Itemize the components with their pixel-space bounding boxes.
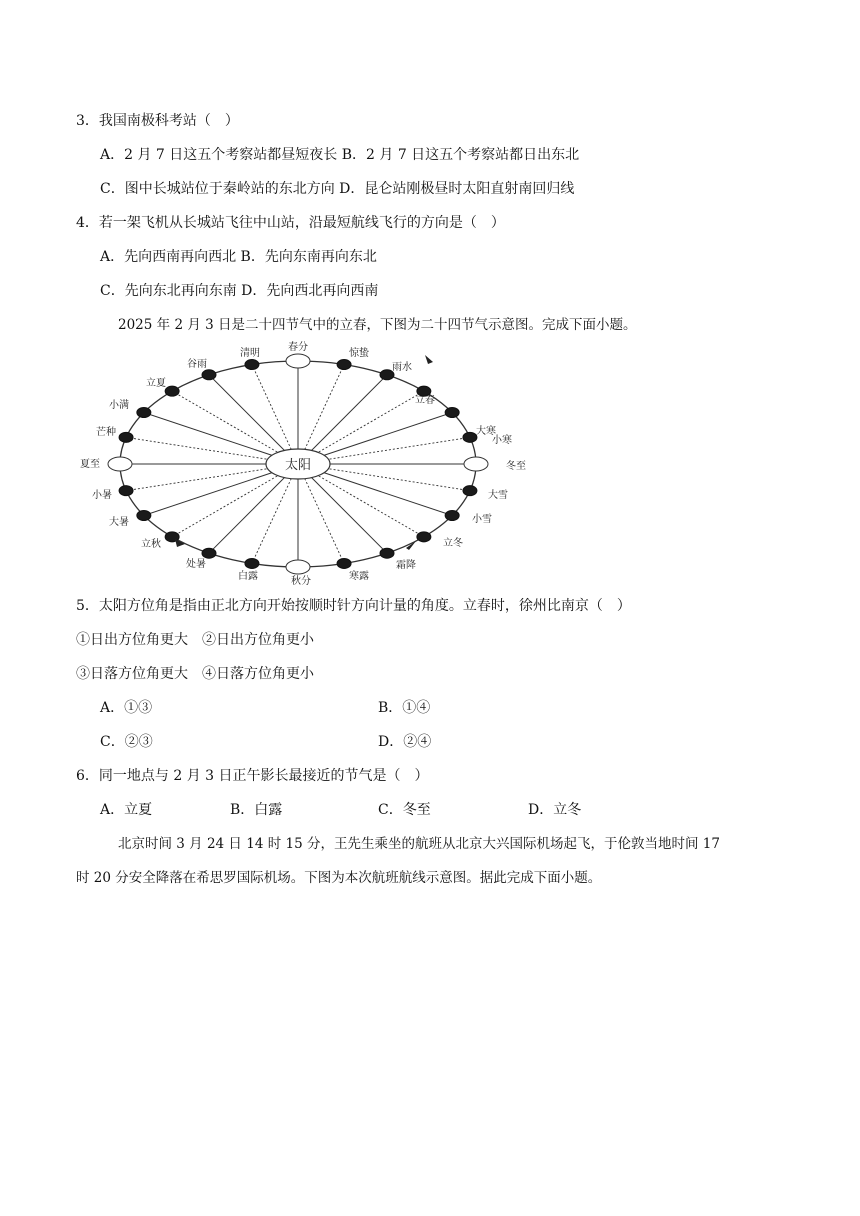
term-label-start-autumn: 立秋 xyxy=(141,539,161,550)
term-label-minor-snow: 小雪 xyxy=(472,514,492,525)
earth-marker-cardinal xyxy=(108,457,132,471)
question-5-option-c: C．②③ xyxy=(100,734,153,750)
question-5-stem: 5．太阳方位角是指由正北方向开始按顺时针方向计量的角度。立春时，徐州比南京（ ） xyxy=(76,598,631,614)
solar-terms-intro: 2025 年 2 月 3 日是二十四节气中的立春，下图为二十四节气示意图。完成下面小题。 xyxy=(118,317,637,333)
term-label-major-snow: 大雪 xyxy=(488,490,508,501)
term-label-start-winter: 立冬 xyxy=(443,538,463,549)
question-6-option-c: C．冬至 xyxy=(378,802,431,818)
earth-marker xyxy=(445,511,459,521)
question-6-option-a: A．立夏 xyxy=(100,802,153,818)
solar-terms-diagram-svg xyxy=(76,336,536,588)
earth-marker xyxy=(245,558,259,568)
sun-label: 太阳 xyxy=(284,458,312,473)
earth-marker xyxy=(463,432,477,442)
earth-marker xyxy=(245,360,259,370)
question-6-option-d: D．立冬 xyxy=(528,802,582,818)
earth-marker xyxy=(202,370,216,380)
question-6-option-b: B．白露 xyxy=(230,802,283,818)
term-label-cold-dew: 寒露 xyxy=(349,571,369,582)
earth-marker xyxy=(337,558,351,568)
term-label-frost-descent: 霜降 xyxy=(396,560,416,571)
earth-marker xyxy=(202,548,216,558)
term-label-minor-cold: 小寒 xyxy=(492,435,512,446)
term-label-grain-in-ear: 芒种 xyxy=(96,427,116,438)
earth-marker xyxy=(137,408,151,418)
question-3-stem: 3．我国南极科考站（ ） xyxy=(76,113,239,129)
earth-marker xyxy=(337,360,351,370)
term-label-end-heat: 处暑 xyxy=(186,559,206,570)
question-5-statements-34: ③日落方位角更大 ④日落方位角更小 xyxy=(76,666,314,682)
question-6-stem: 6．同一地点与 2 月 3 日正午影长最接近的节气是（ ） xyxy=(76,768,429,784)
question-3-options-ab: A．2 月 7 日这五个考察站都昼短夜长 B．2 月 7 日这五个考察站都日出东北 xyxy=(100,147,580,163)
earth-marker xyxy=(119,432,133,442)
term-label-spring-equinox: 春分 xyxy=(288,342,308,353)
term-label-clear-bright: 清明 xyxy=(240,348,260,359)
earth-marker xyxy=(165,386,179,396)
term-label-major-heat: 大暑 xyxy=(109,517,129,528)
earth-marker xyxy=(445,408,459,418)
question-4-options-cd: C．先向东北再向东南 D．先向西北再向西南 xyxy=(100,283,379,299)
question-5-option-b: B．①④ xyxy=(378,700,431,716)
earth-marker-cardinal xyxy=(464,457,488,471)
term-label-grain-full: 小满 xyxy=(109,400,129,411)
term-label-major-cold: 大寒 xyxy=(476,426,496,437)
earth-marker xyxy=(119,486,133,496)
term-label-autumn-equinox: 秋分 xyxy=(291,576,311,587)
earth-marker xyxy=(380,548,394,558)
term-label-waking-insects: 惊蛰 xyxy=(349,348,369,359)
question-5-option-d: D．②④ xyxy=(378,734,432,750)
question-4-options-ab: A．先向西南再向西北 B．先向东南再向东北 xyxy=(100,249,377,265)
term-label-summer-solstice: 夏至 xyxy=(80,459,100,470)
term-label-white-dew: 白露 xyxy=(238,571,258,582)
question-5-statements-12: ①日出方位角更大 ②日出方位角更小 xyxy=(76,632,314,648)
question-3-options-cd: C．图中长城站位于秦岭站的东北方向 D．昆仑站刚极昼时太阳直射南回归线 xyxy=(100,181,575,197)
earth-marker xyxy=(417,532,431,542)
term-label-rain-water: 雨水 xyxy=(392,362,412,373)
term-label-winter-solstice: 冬至 xyxy=(506,461,526,472)
term-label-start-spring: 立春 xyxy=(415,395,435,406)
term-label-grain-rain: 谷雨 xyxy=(187,359,207,370)
term-label-minor-heat: 小暑 xyxy=(92,490,112,501)
question-4-stem: 4．若一架飞机从长城站飞往中山站，沿最短航线飞行的方向是（ ） xyxy=(76,215,505,231)
flight-intro-line-2: 时 20 分安全降落在希思罗国际机场。下图为本次航班航线示意图。据此完成下面小题。 xyxy=(76,870,602,886)
earth-marker-cardinal xyxy=(286,560,310,574)
orbit-arrow-upper-right xyxy=(425,355,433,364)
solar-terms-diagram xyxy=(76,336,536,588)
question-5-option-a: A．①③ xyxy=(100,700,153,716)
term-label-start-summer: 立夏 xyxy=(146,378,166,389)
earth-marker-cardinal xyxy=(286,354,310,368)
earth-marker xyxy=(137,511,151,521)
earth-marker xyxy=(463,486,477,496)
flight-intro-line-1: 北京时间 3 月 24 日 14 时 15 分，王先生乘坐的航班从北京大兴国际机场起飞，于伦敦当地时间 17 xyxy=(118,836,720,852)
